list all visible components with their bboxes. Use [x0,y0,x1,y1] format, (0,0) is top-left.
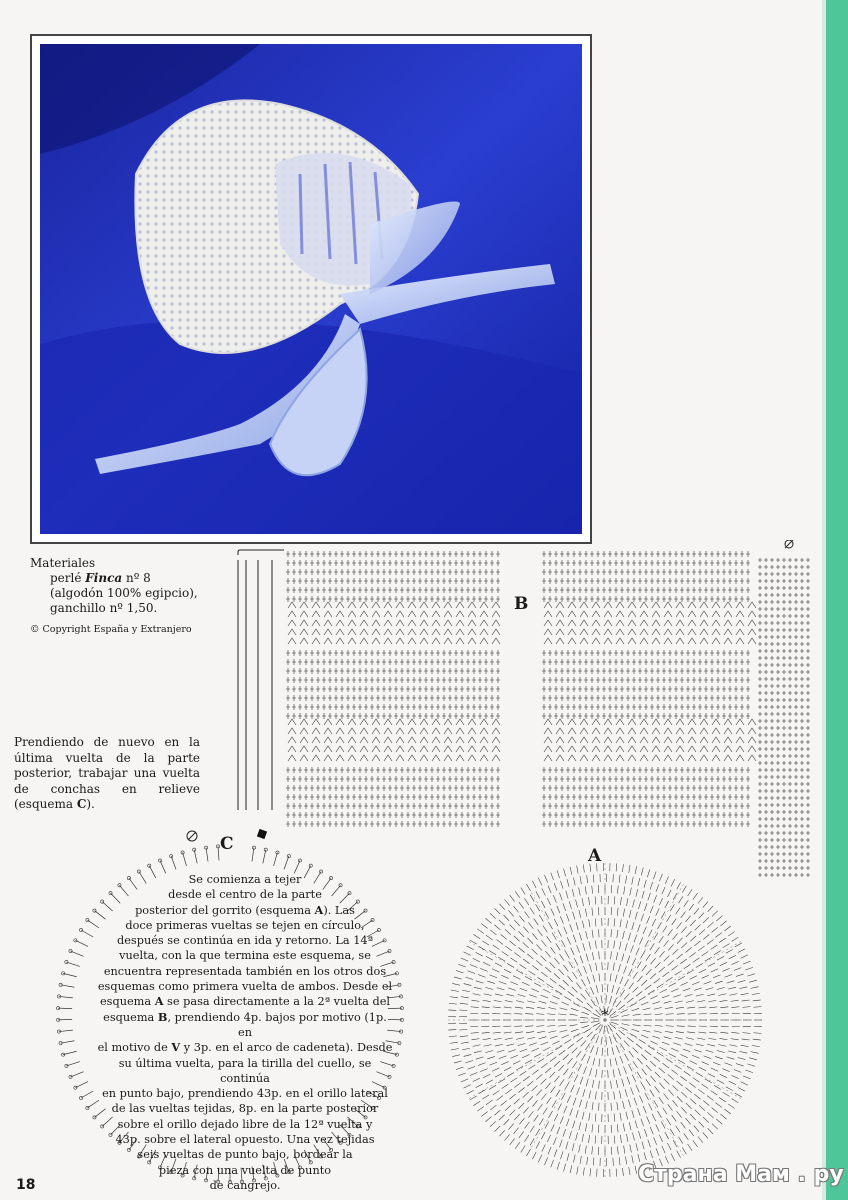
instr-line [95,903,395,918]
instr-line: Se comienza a tejer [188,873,302,886]
instr-frag: esquema [103,1010,158,1024]
instr-line: su última vuelta, para la tirilla del cuello, se continúa [118,1056,372,1085]
yarn-prefix: perlé [50,571,86,585]
instr-line: vuelta, con la que termina este esquema, se [119,949,371,963]
diagram-b-edge-column [758,558,810,877]
instr-bold: A [154,994,164,1009]
materials-title: Materiales [30,556,96,570]
materials-composition: (algodón 100% egipcio), [50,586,198,600]
watermark: Страна Мам . ру [638,1162,844,1187]
instr-frag: posterior del gorrito (esquema [135,903,315,917]
diagram-a [430,860,780,1190]
materials-hook: ganchillo nº 1,50. [50,601,158,615]
diagram-b-left-panel [286,551,500,827]
note-text: Prendiendo de nuevo en la última vuelta de la parte posterior, trabajar una vuelta de conchas en relieve (esquema [14,735,200,811]
instr-frag: esquema [99,995,155,1009]
instr-line: esquemas como primera vuelta de ambos. Desde el [97,980,393,994]
center-star-icon: * [601,1008,609,1024]
diagram-b-right-panel [542,551,756,827]
note-bold: C [76,797,87,811]
instr-line [95,994,395,1009]
diagram-a-label: A [588,846,602,866]
instr-bold: V [171,1040,181,1055]
instr-line: encuentra representada también en los otros dos [103,964,387,978]
yarn-brand: Finca [85,571,123,585]
instr-line: desde el centro de la parte [168,888,322,902]
instructions-text [95,872,395,1193]
row-arrows [238,550,284,810]
instr-line: sobre el orillo dejado libre de la 12ª vuelta y [117,1117,373,1131]
instr-line [95,1010,395,1041]
instr-line: 43p. sobre el lateral opuesto. Una vez tejidas [115,1133,375,1147]
instr-frag: el motivo de [97,1041,172,1055]
yarn-suffix: nº 8 [122,571,151,585]
instr-bold: A [314,902,324,917]
instr-line: de las vueltas tejidas, 8p. en la parte posterior [111,1102,379,1116]
accent-strip [826,0,848,1200]
diagram-b-label: B [514,594,529,614]
materials-yarn [30,571,198,586]
instr-bold: B [157,1009,168,1024]
product-photo-frame [30,34,592,544]
instr-line: doce primeras vueltas se tejen en círculo, [125,918,365,932]
instr-frag: se pasa directamente a la 2ª vuelta del [163,995,391,1009]
materials-block [30,556,198,637]
instr-line: después se continúa en ida y retorno. La 14ª [117,934,373,948]
instr-line: seis vueltas de punto bajo, bordear la [137,1148,353,1162]
instr-line: de cangrejo. [209,1178,281,1192]
note-end: ). [86,797,95,811]
diagram-c-label: C [220,834,234,854]
page-number: 18 [16,1177,36,1193]
instr-frag: ). Las [323,903,355,917]
copyright: © Copyright España y Extranjero [30,624,192,635]
instr-frag: y 3p. en el arco de cadeneta). Desde [180,1041,393,1055]
instr-line [95,1040,395,1055]
product-photo [40,44,582,534]
row-arrow-icon [238,550,284,555]
instr-line: en punto bajo, prendiendo 43p. en el orillo lateral [102,1087,388,1101]
instr-line: pieza con una vuelta de punto [158,1163,332,1177]
instr-frag: , prendiendo 4p. bajos por motivo (1p. en [167,1010,387,1039]
end-square-icon [257,829,267,839]
shell-row-note [14,735,200,813]
